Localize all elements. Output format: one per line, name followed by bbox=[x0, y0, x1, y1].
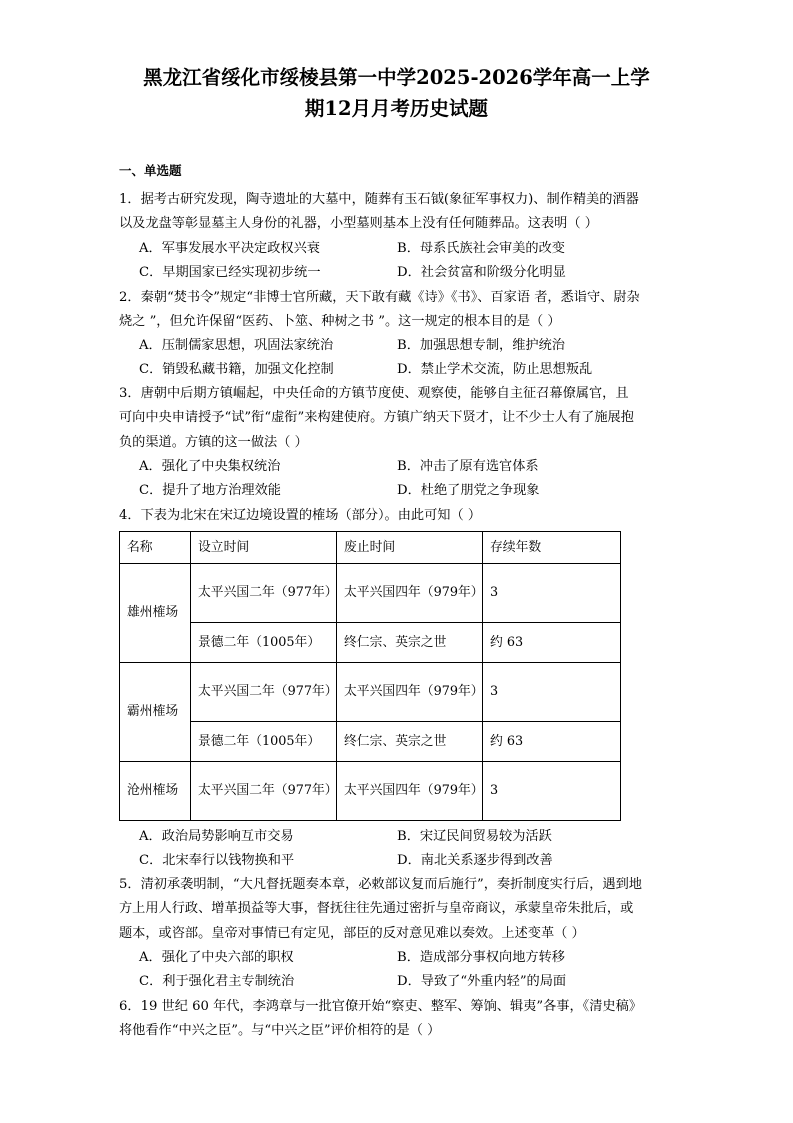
table-header: 设立时间 bbox=[191, 532, 337, 564]
table-cell: 太平兴国四年（979年） bbox=[337, 564, 483, 623]
table-cell: 3 bbox=[483, 762, 621, 821]
question-1-line-2: 以及龙盘等彰显墓主人身份的礼器，小型墓则基本上没有任何随葬品。这表明（ ） bbox=[119, 216, 598, 232]
table-cell: 景德二年（1005年） bbox=[191, 623, 337, 663]
table-cell: 太平兴国四年（979年） bbox=[337, 762, 483, 821]
table-cell: 3 bbox=[483, 564, 621, 623]
table-cell: 终仁宗、英宗之世 bbox=[337, 722, 483, 762]
question-3-option-c: C．提升了地方治理效能 bbox=[139, 483, 281, 498]
question-4-option-a: A．政治局势影响互市交易 bbox=[139, 829, 294, 844]
table-row bbox=[120, 762, 621, 821]
question-2-line-2: 烧之 ”，但允许保留“医药、卜筮、种树之书 ”。这一规定的根本目的是（ ） bbox=[119, 314, 561, 330]
question-5-stem bbox=[119, 873, 679, 946]
question-4-stem bbox=[119, 504, 679, 528]
table-header: 废止时间 bbox=[337, 532, 483, 564]
question-5-option-c: C．利于强化君主专制统治 bbox=[139, 974, 295, 989]
section-heading: 一、单选题 bbox=[119, 163, 182, 178]
question-5-option-b: B．造成部分事权向地方转移 bbox=[397, 950, 565, 965]
question-5-line-3: 题本，或咨部。皇帝对事情已有定见，部臣的反对意见难以奏效。上述变革（ ） bbox=[119, 925, 585, 941]
question-4-option-b: B．宋辽民间贸易较为活跃 bbox=[397, 829, 552, 844]
question-1-line-1: 1．据考古研究发现，陶寺遗址的大墓中，随葬有玉石钺(象征军事权力)、制作精美的酒器 bbox=[119, 192, 639, 207]
table-cell: 太平兴国四年（979年） bbox=[337, 663, 483, 722]
question-1-option-b: B．母系氏族社会审美的改变 bbox=[397, 241, 565, 256]
question-1-option-d: D．社会贫富和阶级分化明显 bbox=[397, 265, 566, 280]
table-cell: 景德二年（1005年） bbox=[191, 722, 337, 762]
question-2-option-a: A．压制儒家思想，巩固法家统治 bbox=[139, 338, 334, 353]
question-4-option-c: C．北宋奉行以钱物换和平 bbox=[139, 853, 295, 868]
question-1-stem bbox=[119, 188, 679, 237]
document-title bbox=[100, 62, 693, 124]
table-cell: 约 63 bbox=[483, 623, 621, 663]
table-cell: 约 63 bbox=[483, 722, 621, 762]
question-2-option-b: B．加强思想专制，维护统治 bbox=[397, 338, 565, 353]
table-header-row bbox=[120, 532, 621, 564]
table-cell-name: 霸州榷场 bbox=[120, 663, 191, 762]
question-2-option-c: C．销毁私藏书籍，加强文化控制 bbox=[139, 362, 334, 377]
question-4-option-d: D．南北关系逐步得到改善 bbox=[397, 853, 553, 868]
table-cell: 3 bbox=[483, 663, 621, 722]
table-row bbox=[120, 564, 621, 623]
question-5-line-1: 5．清初承袭明制，“大凡督抚题奏本章，必敕部议复而后施行”，奏折制度实行后，遇到地 bbox=[119, 877, 642, 892]
question-1-option-c: C．早期国家已经实现初步统一 bbox=[139, 265, 321, 280]
question-2-option-d: D．禁止学术交流，防止思想叛乱 bbox=[397, 362, 593, 377]
question-2-stem bbox=[119, 286, 679, 335]
question-4-line-1: 4．下表为北宋在宋辽边境设置的榷场（部分）。由此可知（ ） bbox=[119, 508, 482, 523]
question-6-line-1: 6．19 世纪 60 年代，李鸿章与一批官僚开始“察吏、整军、筹饷、辑夷”各事，《清史稿》 bbox=[119, 999, 642, 1014]
question-6-stem bbox=[119, 995, 679, 1044]
question-3-option-b: B．冲击了原有选官体系 bbox=[397, 459, 539, 474]
question-5-option-d: D．导致了“外重内轻”的局面 bbox=[397, 974, 567, 989]
question-5-option-a: A．强化了中央六部的职权 bbox=[139, 950, 294, 965]
table-cell: 太平兴国二年（977年） bbox=[191, 762, 337, 821]
question-6-line-2: 将他看作“中兴之臣”。与“中兴之臣”评价相符的是（ ） bbox=[119, 1023, 441, 1039]
table-row bbox=[120, 623, 621, 663]
question-3-option-a: A．强化了中央集权统治 bbox=[139, 459, 281, 474]
table-row bbox=[120, 663, 621, 722]
question-3-line-2: 可向中央申请授予“试”衔“虚衔”来构建使府。方镇广纳天下贤才，让不少士人有了施展抱 bbox=[119, 410, 634, 426]
question-1-option-a: A．军事发展水平决定政权兴衰 bbox=[139, 241, 320, 256]
title-line-1: 黑龙江省绥化市绥棱县第一中学2025-2026学年高一上学 bbox=[143, 66, 650, 89]
market-table bbox=[119, 531, 621, 821]
table-cell: 太平兴国二年（977年） bbox=[191, 663, 337, 722]
table-cell: 太平兴国二年（977年） bbox=[191, 564, 337, 623]
table-header: 存续年数 bbox=[483, 532, 621, 564]
question-3-option-d: D．杜绝了朋党之争现象 bbox=[397, 483, 540, 498]
question-3-line-3: 负的渠道。方镇的这一做法（ ） bbox=[119, 434, 308, 450]
question-5-line-2: 方上用人行政、增革损益等大事，督抚往往先通过密折与皇帝商议，承蒙皇帝朱批后，或 bbox=[119, 901, 634, 917]
table-cell: 终仁宗、英宗之世 bbox=[337, 623, 483, 663]
question-2-line-1: 2．秦朝“焚书令”规定“非博士官所藏，天下敢有藏《诗》《书》、百家语 者，悉诣守、尉杂 bbox=[119, 290, 640, 305]
question-3-line-1: 3．唐朝中后期方镇崛起，中央任命的方镇节度使、观察使，能够自主征召幕僚属官，且 bbox=[119, 386, 629, 401]
table-header: 名称 bbox=[120, 532, 191, 564]
table-cell-name: 沧州榷场 bbox=[120, 762, 191, 821]
question-3-stem bbox=[119, 382, 679, 455]
title-line-2: 期12月月考历史试题 bbox=[304, 97, 489, 120]
table-row bbox=[120, 722, 621, 762]
table-cell-name: 雄州榷场 bbox=[120, 564, 191, 663]
